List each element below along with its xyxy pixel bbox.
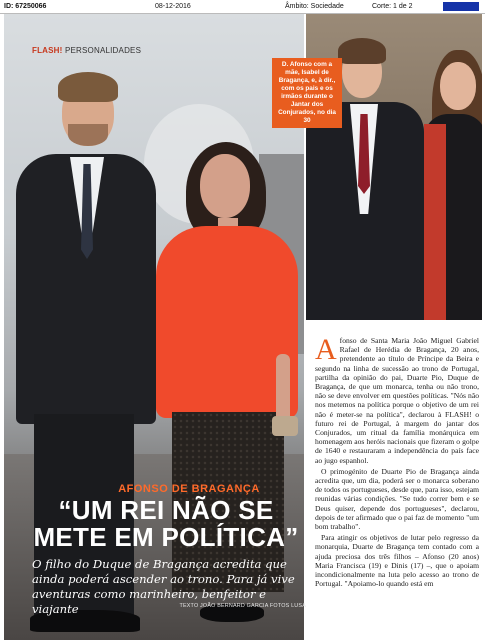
section-brand: FLASH! — [32, 46, 63, 55]
headline: “UM REI NÃO SE METE EM POLÍTICA” — [33, 495, 299, 552]
body-paragraph: Afonso de Santa Maria João Miguel Gabriel Rafael de Herédia de Bragança, 20 anos, pretendente ao título de Príncipe da Beira e segundo na linha de sucessão ao trono de Portugal, partilha da opinião do pai, Duarte Pio, Duque de Bragança, de que um monarca, tenha ou não trono, não se deve envolver em questões políticas. "Nós não nos metemos na política porque o objetivo de um rei não é meter-se na política", declarou à FLASH! o futuro rei de Portugal, à margem do jantar dos Conjurados, um ritual da família monárquica em homenagem aos heróis nacionais que fizeram o golpe de 1640 e restauraram a independência do país face ao jugo espanhol. — [315, 333, 479, 465]
section-kicker — [32, 46, 141, 55]
article-body — [315, 333, 479, 590]
byline: TEXTO JOÃO BERNARD GARCIA FOTOS LUSA — [179, 603, 306, 609]
clipping-header — [0, 0, 485, 14]
clipping-date: 08-12-2016 — [155, 3, 191, 10]
clipping-logo-bar — [443, 2, 479, 11]
standfirst: O filho do Duque de Bragança acredita que ainda poderá ascender ao trono. Para já vive aventuras como marinheiro, benfeitor e viajante — [32, 557, 295, 616]
body-paragraph: Para atingir os objetivos de lutar pelo regresso da monarquia, Duarte de Bragança tem contado com a ajuda preciosa dos três filhos – Afonso (20 anos) Maria Francisca (19) e Dinis (17) –, que o apoiam incondicionalmente na luta pelo acesso ao trono de Portugal. "Apoiamo-lo quando está em — [315, 533, 479, 589]
photo-caption: D. Afonso com a mãe, Isabel de Bragança, e, à dir., com os pais e os irmãos durante o Jantar dos Conjurados, no dia 30 — [272, 58, 342, 128]
clipping-id: ID: 67250066 — [4, 3, 47, 10]
section-name: PERSONALIDADES — [64, 46, 142, 55]
body-paragraph: O primogénito de Duarte Pio de Bragança ainda acredita que, um dia, poderá ser o monarca soberano de todos os portugueses, desde que, para isso, estejam reunidas várias condições. "Se tudo correr bem e se Deus quiser, depende dos portugueses", declarou, depois de ter afirmado que o pai faz de momento "um bom trabalho". — [315, 466, 479, 532]
clipping-ambito: Âmbito: Sociedade — [285, 3, 344, 10]
clipping-corte: Corte: 1 de 2 — [372, 3, 413, 10]
clutch-bag — [272, 416, 298, 436]
subject-name: AFONSO DE BRAGANÇA — [118, 483, 260, 495]
drop-cap: A — [315, 333, 337, 366]
magazine-page — [4, 14, 482, 640]
